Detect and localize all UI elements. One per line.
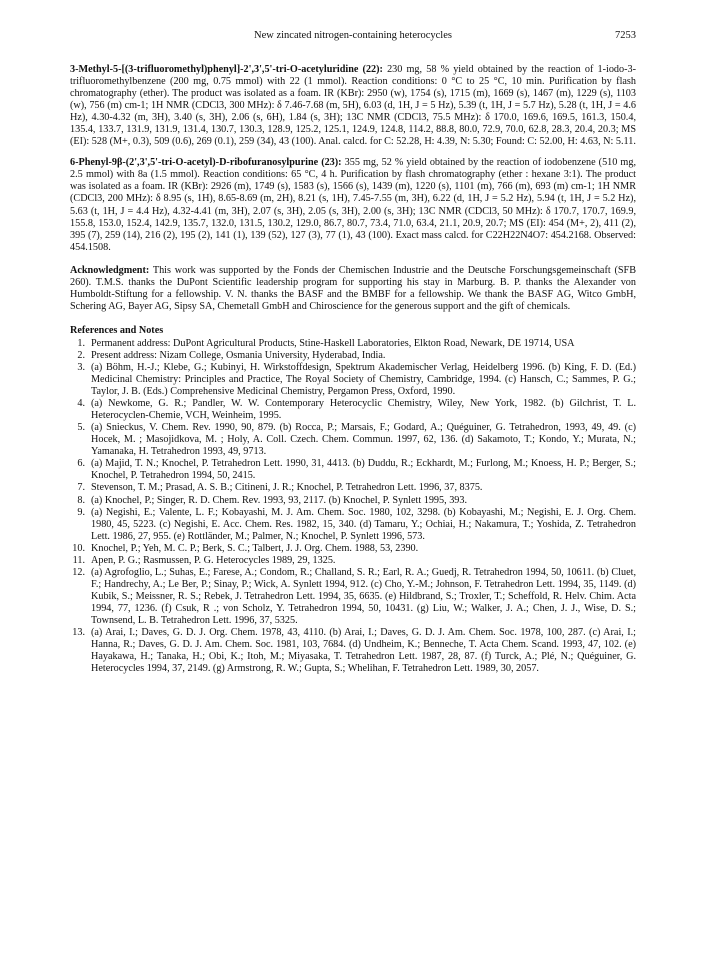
reference-text: Apen, P. G.; Rasmussen, P. G. Heterocycles 1989, 29, 1325. [91,554,336,566]
reference-number: 12. [72,566,85,578]
reference-text: (a) Arai, I.; Daves, G. D. J. Org. Chem. 1978, 43, 4110. (b) Arai, I.; Daves, G. D. J. Am. Chem. Soc. 1978, 100, 287. (c) Arai, I.; Hanna, R.; Daves, G. D. J. Am. Chem. Soc. 1981, 103, 7684. (d) Undheim, K.; Benneche, T. Acta Chem. Scand. 1993, 47, 102. (e) Hayakawa, H.; Tanaka, H.; Obi, K.; Itoh, M.; Miyasaka, T. Tetrahedron Lett. 1987, 28, 87. (f) Turck, A.; Plé, N.; Quéguiner, G. Heterocycles 1994, 37, 2149. (g) Armstrong, R. W.; Gupta, S.; Whelihan, F. Tetrahedron Lett. 1989, 30, 2057. [91,627,636,675]
reference-item [70,495,636,507]
reference-item [70,338,636,350]
reference-item [70,555,636,567]
journal-page [70,30,636,675]
reference-text: (a) Böhm, H.-J.; Klebe, G.; Kubinyi, H. Wirkstoffdesign, Spektrum Akademischer Verlag, Heidelberg 1996. (b) King, F. D. (Ed.) Medicinal Chemistry: Principles and Practice, The Royal Society of Chemistry, Cambridge, 1994. (c) Hansch, C.; Sammes, P. G.; Taylor, J. B. (Eds.) Comprehensive Medicinal Chemistry, Pergamon Press, Oxford, 1990. [91,361,636,398]
reference-item [70,543,636,555]
acknowledgment-text: This work was supported by the Fonds der Chemischen Industrie and the Deutsche Forschungsgemeinschaft (SFB 260). T.M.S. thanks the DuPont Scientific leadership program for supporting his stay in Marburg. B. P. thanks the Alexander von Humboldt-Stiftung for a fellowship. V. N. thanks the BASF and the BMBF for a fellowship. We thank the BASF AG, Witco GmbH, Schering AG, Bayer AG, Sipsy SA, Chemetall GmbH and Chiroscience for the generous support and the gift of chemicals. [70,264,636,312]
compound-23-title: 6-Phenyl-9β-(2',3',5'-tri-O-acetyl)-D-ribofuranosylpurine (23): [70,157,342,169]
reference-number: 9. [77,506,85,518]
reference-text: Present address: Nizam College, Osmania University, Hyderabad, India. [91,349,386,361]
reference-number: 13. [72,627,85,639]
compound-22-title: 3-Methyl-5-[(3-trifluoromethyl)phenyl]-2',3',5'-tri-O-acetyluridine (22): [70,64,383,75]
running-title: New zincated nitrogen-containing heterocycles [254,30,452,41]
reference-text: (a) Snieckus, V. Chem. Rev. 1990, 90, 879. (b) Rocca, P.; Marsais, F.; Godard, A.; Quéguiner, G. Tetrahedron, 1993, 49, 49. (c) Hocek, M. ; Masojidkova, M. ; Holy, A. Coll. Czech. Chem. Commun. 1997, 62, 136. (d) Sakamoto, T.; Kondo, Y.; Murata, N.; Yamanaka, H. Tetrahedron 1993, 49, 9713. [91,422,636,458]
reference-number: 2. [77,349,85,361]
compound-22-text: 230 mg, 58 % yield obtained by the reaction of 1-iodo-3-trifluoromethylbenzene (200 mg, 0.75 mmol) with 22 (1 mmol). Reaction conditions: 0 °C to 25 °C, 10 min. Purification by flash chromatography (ether). The product was isolated as a foam. IR (KBr): 2950 (w), 1754 (s), 1715 (m), 1669 (s), 1467 (m), 1229 (s), 1103 (w), 756 (m) cm-1; 1H NMR (CDCl3, 300 MHz): δ 7.46-7.68 (m, 5H), 6.03 (d, 1H, J = 5 Hz), 5.39 (t, 1H, J = 5.7 Hz), 5.28 (t, 1H, J = 4.6 Hz), 4.30-4.32 (m, 3H), 3.40 (s, 3H), 2.06 (s, 6H), 1.84 (s, 3H); 13C NMR (CDCl3, 75.5 MHz): δ 170.0, 169.6, 169.5, 161.3, 150.4, 135.4, 133.7, 131.9, 131.9, 131.4, 130.7, 130.3, 128.9, 125.2, 125.1, 124.9, 124.8, 114.2, 88.8, 80.0, 72.9, 70.0, 62.8, 28.3, 20.4, 20.3; MS (EI): 528 (M+, 0.3), 509 (0.6), 269 (0.1), 259 (34), 43 (100). Anal. calcd. for C: 52.28, H: 4.39, N: 5.30; Found: C: 52.00, H: 4.63, N: 5.11. [70,64,636,148]
compound-23-paragraph [70,157,636,253]
reference-item [70,398,636,422]
reference-text: Knochel, P.; Yeh, M. C. P.; Berk, S. C.; Talbert, J. J. Org. Chem. 1988, 53, 2390. [91,542,419,554]
reference-item [70,627,636,675]
reference-item [70,507,636,543]
reference-item [70,458,636,482]
reference-number: 6. [77,458,85,470]
reference-item [70,482,636,494]
references-heading: References and Notes [70,324,164,336]
page-number: 7253 [615,30,636,41]
compound-23-text: 355 mg, 52 % yield obtained by the reaction of iodobenzene (510 mg, 2.5 mmol) with 8a (1.5 mmol). Reaction conditions: 65 °C, 4 h. Purification by flash chromatography (ether : hexane 3:1). The product was isolated as a foam. IR (KBr): 2926 (m), 1749 (s), 1583 (s), 1566 (s), 1439 (m), 1220 (s), 1101 (m), 766 (m), 693 (m) cm-1; 1H NMR (CDCl3, 200 MHz): δ 8.95 (s, 1H), 8.65-8.69 (m, 2H), 8.21 (s, 1H), 7.45-7.55 (m, 3H), 6.22 (d, 1H, J = 5.2 Hz), 5.94 (t, 1H, J = 5.2 Hz), 5.63 (t, 1H, J = 4.4 Hz), 4.32-4.41 (m, 3H), 2.07 (s, 3H), 2.05 (s, 3H), 2.00 (s, 3H); 13C NMR (CDCl3, 50 MHz): δ 170.7, 170.7, 169.9, 155.8, 153.0, 152.4, 142.9, 135.7, 132.0, 131.5, 130.2, 129.0, 86.7, 80.7, 73.4, 71.0, 63.4, 21.1, 20.9, 20.7; MS (EI): 454 (M+, 2), 411 (2), 395 (7), 259 (14), 216 (2), 195 (2), 141 (1), 139 (52), 127 (3), 77 (1), 43 (100). Exact mass calcd. for C22H22N4O7: 454.2168. Observed: 454.1508. [70,157,636,253]
reference-text: Permanent address: DuPont Agricultural Products, Stine-Haskell Laboratories, Elkton Road, Newark, DE 19714, USA [91,337,575,349]
reference-number: 3. [77,361,85,373]
acknowledgment-title: Acknowledgment: [70,264,150,276]
compound-22-paragraph [70,64,636,148]
reference-number: 10. [72,542,85,554]
reference-number: 11. [72,554,85,566]
running-header [70,30,636,44]
reference-number: 1. [77,337,85,349]
reference-text: (a) Knochel, P.; Singer, R. D. Chem. Rev. 1993, 93, 2117. (b) Knochel, P. Synlett 1995, 393. [91,494,468,506]
reference-text: (a) Negishi, E.; Valente, L. F.; Kobayashi, M. J. Am. Chem. Soc. 1980, 102, 3298. (b) Kobayashi, M.; Negishi, E. J. Org. Chem. 1980, 45, 5223. (c) Negishi, E. Acc. Chem. Res. 1982, 15, 340. (d) Tamaru, Y.; Ochiai, H.; Nakamura, T.; Yoshida, Z. Tetrahedron Lett. 1986, 27, 955. (e) Rottländer, M.; Palmer, N.; Knochel, P. Synlett 1996, 573. [91,506,636,542]
reference-number: 5. [77,422,85,434]
reference-text: (a) Majid, T. N.; Knochel, P. Tetrahedron Lett. 1990, 31, 4413. (b) Duddu, R.; Eckhardt, M.; Furlong, M.; Knoess, H. P.; Berger, S.; Knochel, P. Tetrahedron 1994, 50, 2415. [91,458,636,482]
acknowledgment-paragraph [70,265,636,313]
reference-text: (a) Newkome, G. R.; Pandler, W. W. Contemporary Heterocyclic Chemistry, Wiley, New York, 1982. (b) Gilchrist, T. L. Heterocyclen-Chemie, VCH, Weinheim, 1995. [91,398,636,422]
reference-number: 8. [77,494,85,506]
references-list [70,338,636,675]
reference-item [70,362,636,398]
reference-item [70,350,636,362]
reference-text: Stevenson, T. M.; Prasad, A. S. B.; Citineni, J. R.; Knochel, P. Tetrahedron Lett. 1996, 37, 8375. [91,482,483,494]
reference-number: 4. [77,398,85,410]
reference-number: 7. [77,482,85,494]
reference-text: (a) Agrofoglio, L.; Suhas, E.; Farese, A.; Condom, R.; Challand, S. R.; Earl, R. A.; Guedj, R. Tetrahedron 1994, 50, 10611. (b) Cluet, F.; Handrechy, A.; Le Ber, P.; Sinay, P.; Wick, A. Synlett 1994, 912. (c) Cho, Y.-M.; Johnson, F. Tetrahedron Lett. 1994, 35, 1149. (d) Kubik, S.; Meissner, R. S.; Rebek, J. Tetrahedron Lett. 1994, 35, 6635. (e) Hildbrand, S.; Troxler, T.; Scheffold, R. Helv. Chim. Acta 1994, 77, 1236. (f) Csuk, R .; von Scholz, Y. Tetrahedron 1994, 50, 10431. (g) Liu, W.; Walker, J. A.; Chen, J. J., Wise, D. S.; Townsend, L. B. Tetrahedron Lett. 1996, 37, 5325. [91,566,636,626]
reference-item [70,567,636,627]
reference-item [70,422,636,458]
